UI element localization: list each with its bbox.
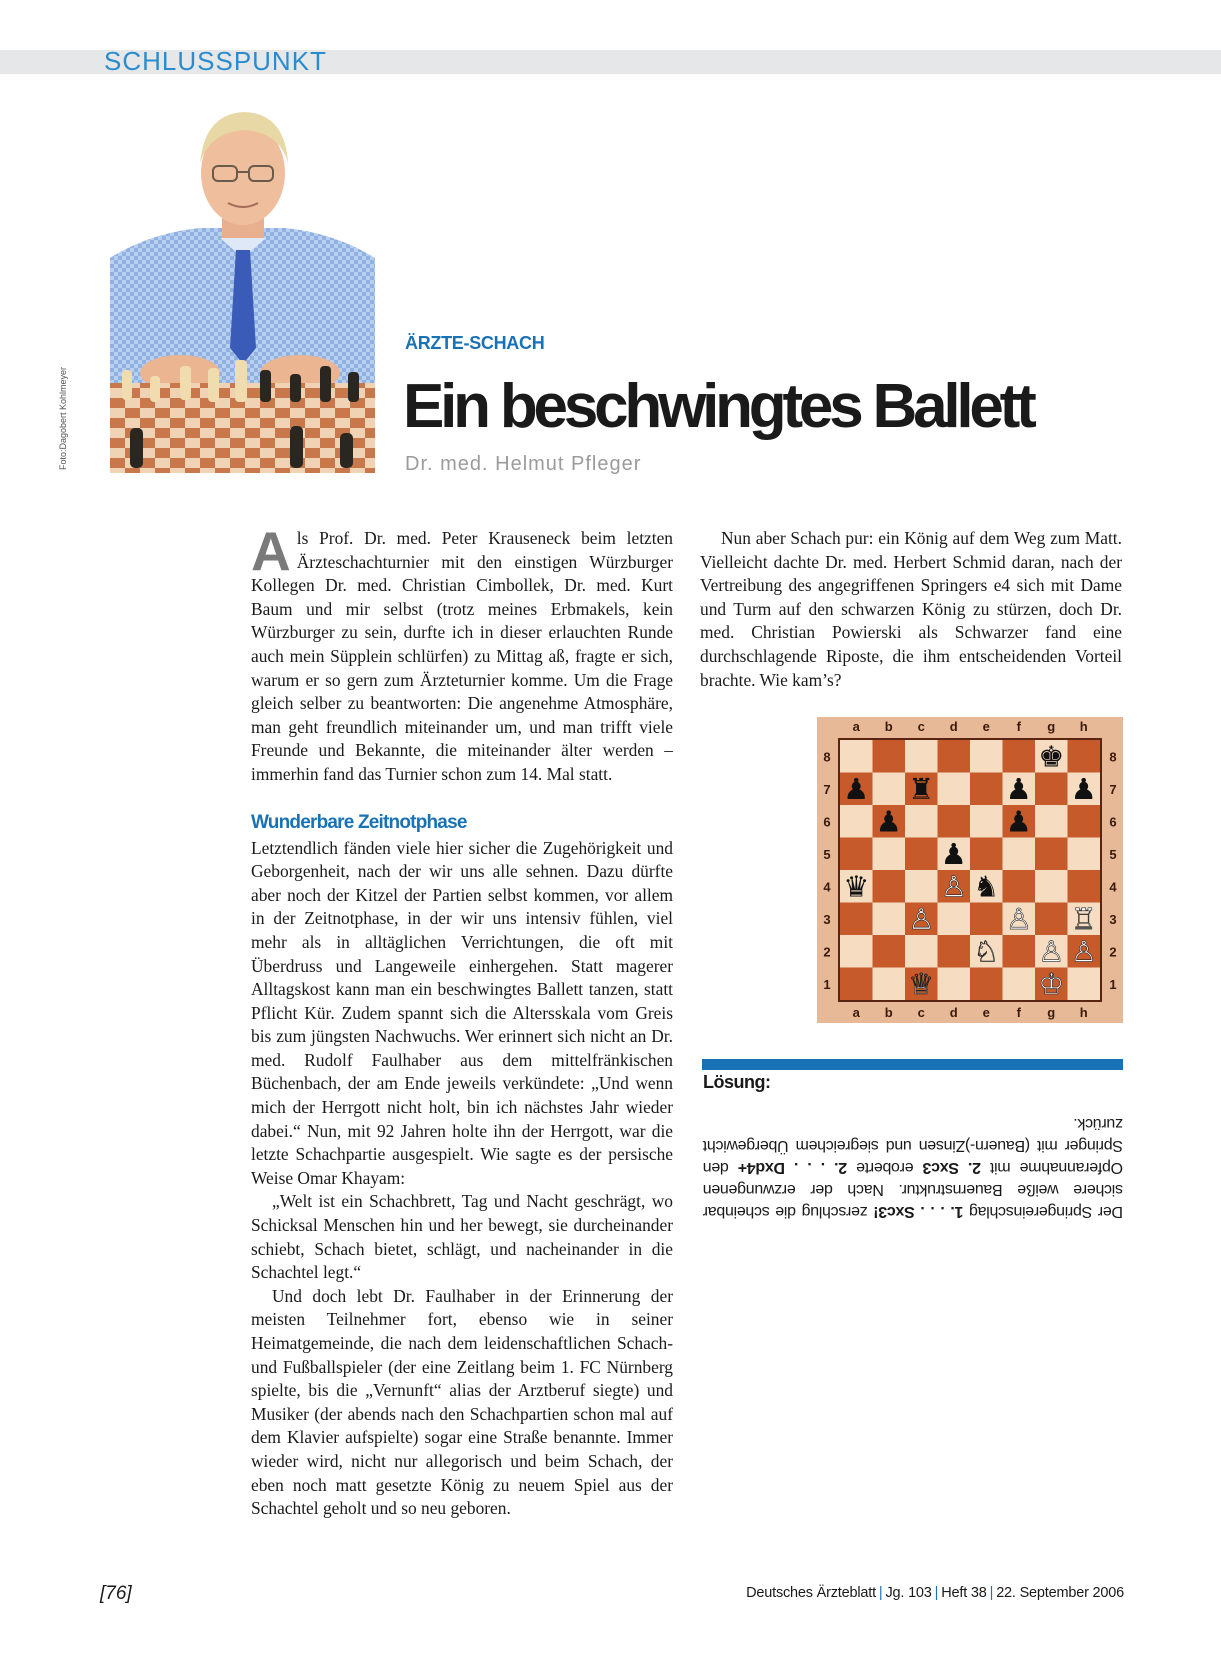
board-square (970, 773, 1003, 806)
board-square (938, 773, 971, 806)
board-square (873, 870, 906, 903)
board-square (1068, 805, 1101, 838)
board-square (840, 935, 873, 968)
board-square (840, 805, 873, 838)
board-square (873, 773, 906, 806)
chess-piece-e4: ♞ (973, 869, 1000, 904)
board-square (840, 903, 873, 936)
chess-piece-c1: ♕ (908, 966, 935, 1001)
board-square (873, 935, 906, 968)
rank-label: 4 (1109, 879, 1117, 895)
rank-label: 8 (1109, 749, 1117, 765)
board-square (1003, 968, 1036, 1001)
body-paragraph-2: Letztendlich fänden viele hier sicher die Zugehörigkeit und Geborgenheit, nach der wir uns alle sehnen. Dazu dürfte aber noch der Kitzel der Partien selbst kommen, vor allem in der Zeitnotphase, in der wir uns intensiv fühlen, viel mehr als in alltäglichen Verrichtungen, die oft mit Überdruss und Langeweile einhergehen. Statt magerer Alltagskost kann man ein beschwingtes Ballett tanzen, statt Pflicht Kür. Zudem spannt sich die Altersskala vom Greis bis zum jüngsten Nachwuchs. Wer erinnert sich nicht an Dr. med. Rudolf Faulhaber aus dem mittelfränkischen Büchenbach, der am Ende jeweils verkündete: „Und wenn mich der Herrgott nicht holt, bin ich nächstes Jahr wieder dabei.“ Nun, mit 92 Jahren holte ihn der Herrgott, war die letzte Schachpartie ausgespielt. Wie sagte es der persische Weise Omar Khayam: (251, 837, 673, 1188)
board-square (1035, 903, 1068, 936)
rank-label: 2 (823, 944, 831, 960)
board-square (1003, 838, 1036, 871)
file-label: d (949, 719, 958, 734)
chess-piece-h2: ♙ (1070, 934, 1097, 969)
board-square (873, 968, 906, 1001)
chess-piece-h3: ♖ (1070, 901, 1097, 936)
board-square (970, 903, 1003, 936)
board-square (1003, 740, 1036, 773)
board-square (873, 903, 906, 936)
file-label: b (884, 1005, 893, 1020)
body-paragraph-4: Und doch lebt Dr. Faulhaber in der Erinnerung der meisten Teilnehmer fort, ebenso wie in seiner Heimatgemeinde, die nach dem leidenschaftlichen Schach- und Fußballspieler (der eine Zeitlang beim 1. FC Nürnberg spielte, bis die „Vernunft“ alias der Arztberuf siegte) und Musiker (der abends nach den Schachpartien schon mal auf dem Klavier aufspielte) sogar eine Straße benannte. Immer wieder wird, nicht nur allegorisch und beim Schach, der eben noch matt gesetzte König zu neuem Spiel aus der Schachtel geholt und so neu geboren. (251, 1285, 673, 1519)
rank-label: 6 (1109, 814, 1117, 830)
board-square (1068, 838, 1101, 871)
solution-text-upside-down (703, 1112, 1123, 1222)
footer-journal: Deutsches Ärzteblatt (746, 1585, 876, 1601)
solution-title: Lösung: (703, 1072, 771, 1092)
author-photo (110, 108, 375, 473)
board-square (840, 968, 873, 1001)
footer-separator: | (989, 1585, 994, 1601)
board-square (1035, 773, 1068, 806)
board-square (1068, 968, 1101, 1001)
rank-label: 3 (1109, 911, 1117, 927)
file-label: c (917, 719, 925, 734)
solution-text-3: eroberte (847, 1159, 923, 1176)
file-label: a (852, 1005, 860, 1020)
board-square (1003, 870, 1036, 903)
solution-text-1: Der Springereinschlag (963, 1203, 1123, 1220)
chess-intro-paragraph: Nun aber Schach pur: ein König auf dem Weg zum Matt. Vielleicht dachte Dr. med. Herbert Schmid daran, nach der Vertreibung des angegriffenen Springers e4 sich mit Dame und Turm auf den schwarzen König zu stürzen, doch Dr. med. Christian Powierski als Schwarzer fand eine durchschlagende Riposte, die ihm entscheidenden Vorteil brachte. Wie kam’s? (700, 528, 1122, 690)
chess-diagram (817, 717, 1123, 1023)
rank-label: 8 (823, 749, 831, 765)
chess-piece-h7: ♟ (1070, 771, 1097, 806)
right-column (700, 527, 1122, 692)
file-label: a (852, 719, 860, 734)
board-square (970, 968, 1003, 1001)
board-square (938, 805, 971, 838)
article-author: Dr. med. Helmut Pfleger (405, 453, 642, 475)
board-square (938, 968, 971, 1001)
board-square (905, 740, 938, 773)
board-square (1003, 935, 1036, 968)
intro-paragraph (251, 520, 673, 787)
board-square (1035, 838, 1068, 871)
chess-board (817, 717, 1123, 1023)
subheading: Wunderbare Zeitnotphase (251, 811, 467, 833)
intro-text: ls Prof. Dr. med. Peter Krauseneck beim letzten Ärzteschachturnier mit den einstigen Würzburger Kollegen Dr. med. Christian Cimbollek, Dr. med. Kurt Baum und mir selbst (trotz meines Erbmakels, kein Würzburger zu sein, durfte ich in dieser erlauchten Runde auch mein Süpplein schlürfen) zu Mittag aß, fragte er sich, warum er so gern zum Ärzteturnier komme. Um die Frage gleich selber zu beantworten: Die angenehme Atmosphäre, man geht freundlich miteinander um, und man trifft viele Freunde und Bekannte, die miteinander älter werden – immerhin fand das Turnier schon zum 14. Mal statt. (251, 528, 673, 784)
chess-piece-g2: ♙ (1038, 934, 1065, 969)
board-square (1068, 870, 1101, 903)
board-square (873, 838, 906, 871)
board-square (938, 740, 971, 773)
rank-label: 5 (823, 846, 831, 862)
solution-move-2: 2. Sxc3 (922, 1159, 981, 1176)
file-label: e (982, 719, 990, 734)
rank-label: 1 (823, 976, 831, 992)
rank-label: 7 (1109, 781, 1117, 797)
board-square (905, 935, 938, 968)
board-square (938, 903, 971, 936)
file-label: f (1016, 719, 1021, 734)
chess-piece-c3: ♙ (908, 901, 935, 936)
board-square (905, 870, 938, 903)
rank-label: 5 (1109, 846, 1117, 862)
file-label: e (982, 1005, 990, 1020)
board-square (970, 805, 1003, 838)
footer-volume: Jg. 103 (885, 1585, 932, 1601)
page-number: [76] (100, 1583, 132, 1604)
file-label: g (1047, 1005, 1056, 1020)
file-label: g (1047, 719, 1056, 734)
chess-piece-a4: ♛ (843, 869, 870, 904)
solution-text-2: zerschlug die scheinbar sichere weiße Bauernstruktur. Nach der erzwungenen Opferannahme mit (703, 1159, 1123, 1220)
chess-piece-f3: ♙ (1005, 901, 1032, 936)
board-square (1068, 740, 1101, 773)
rank-label: 7 (823, 781, 831, 797)
chess-piece-c7: ♜ (908, 771, 935, 806)
rank-label: 4 (823, 879, 831, 895)
board-square (970, 838, 1003, 871)
board-square (970, 740, 1003, 773)
chess-piece-f6: ♟ (1005, 804, 1032, 839)
chess-piece-a7: ♟ (843, 771, 870, 806)
board-square (905, 838, 938, 871)
footer-citation (746, 1585, 1124, 1601)
file-label: b (884, 719, 893, 734)
chess-piece-g1: ♔ (1038, 966, 1065, 1001)
file-label: d (949, 1005, 958, 1020)
file-label: h (1079, 1005, 1088, 1020)
article-kicker: ÄRZTE-SCHACH (405, 333, 545, 353)
section-label: SCHLUSSPUNKT (104, 46, 327, 76)
file-label: f (1016, 1005, 1021, 1020)
rank-label: 3 (823, 911, 831, 927)
chess-piece-e2: ♘ (973, 934, 1000, 969)
chess-piece-f7: ♟ (1005, 771, 1032, 806)
board-square (1035, 870, 1068, 903)
left-column (251, 520, 673, 1521)
board-square (873, 740, 906, 773)
board-square (840, 838, 873, 871)
solution-move-1: 1. . . . Sxc3! (873, 1203, 964, 1220)
article-headline: Ein beschwingtes Ballett (403, 372, 1033, 441)
footer-date: 22. September 2006 (996, 1585, 1124, 1601)
solution-divider (702, 1059, 1123, 1070)
file-label: c (917, 1005, 925, 1020)
board-square (905, 805, 938, 838)
solution-text-4: den Springer mit (Bauern-)Zinsen und siegreichem Übergewicht zurück. (703, 1115, 1123, 1176)
board-square (1035, 805, 1068, 838)
footer-separator: | (934, 1585, 939, 1601)
chess-piece-d5: ♟ (940, 836, 967, 871)
chess-piece-b6: ♟ (875, 804, 902, 839)
file-label: h (1079, 719, 1088, 734)
photo-credit: Foto:Dagobert Kohlmeyer (58, 366, 68, 470)
quote-paragraph: „Welt ist ein Schachbrett, Tag und Nacht geschrägt, wo Schicksal Menschen hin und her bewegt, sie durcheinander schiebt, Schach bietet, schlägt, und nacheinander in die Schachtel legt.“ (251, 1191, 673, 1283)
rank-label: 2 (1109, 944, 1117, 960)
rank-label: 1 (1109, 976, 1117, 992)
chess-piece-d4: ♙ (940, 869, 967, 904)
chess-piece-g8: ♚ (1038, 739, 1065, 774)
rank-label: 6 (823, 814, 831, 830)
drop-cap: A (251, 520, 291, 582)
board-square (840, 740, 873, 773)
solution-move-3: 2. . . . Dxd4+ (738, 1159, 848, 1176)
footer-separator: | (878, 1585, 883, 1601)
board-square (938, 935, 971, 968)
footer-issue: Heft 38 (941, 1585, 987, 1601)
